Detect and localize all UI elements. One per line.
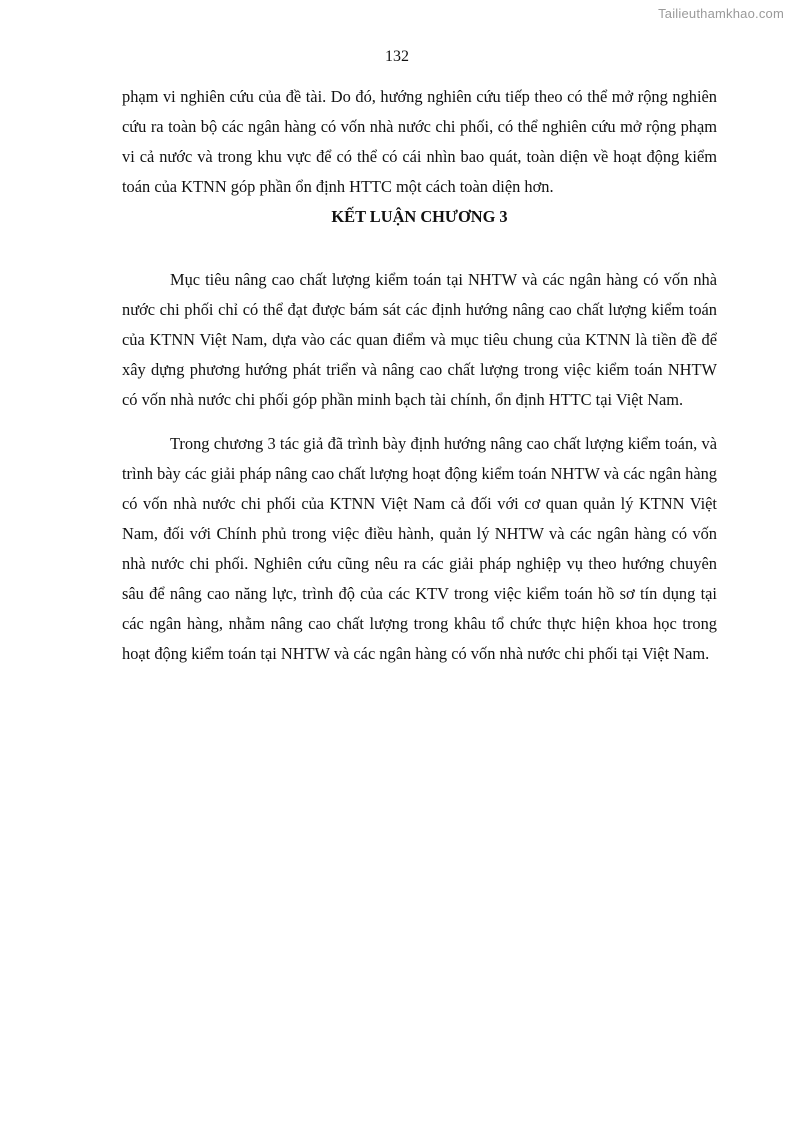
paragraph-objective: Mục tiêu nâng cao chất lượng kiểm toán tại NHTW và các ngân hàng có vốn nhà nước chi phối chỉ có thể đạt được bám sát các định hướng nâng cao chất lượng kiểm toán của KTNN Việt Nam, dựa vào các quan điểm và mục tiêu chung của KTNN là tiền đề để xây dựng phương hướng phát triển và nâng cao chất lượng trong việc kiểm toán NHTW có vốn nhà nước chi phối góp phần minh bạch tài chính, ổn định HTTC tại Việt Nam.	[122, 270, 717, 409]
watermark-text: Tailieuthamkhao.com	[658, 6, 784, 21]
section-heading: KẾT LUẬN CHƯƠNG 3	[331, 207, 508, 226]
page-number: 132	[385, 48, 409, 65]
paragraph-chapter-summary: Trong chương 3 tác giả đã trình bày định hướng nâng cao chất lượng kiểm toán, và trình bày các giải pháp nâng cao chất lượng hoạt động kiểm toán NHTW và các ngân hàng có vốn nhà nước chi phối của KTNN Việt Nam cả đối với cơ quan quản lý KTNN Việt Nam, đối với Chính phủ trong việc điều hành, quản lý NHTW và các ngân hàng có vốn nhà nước chi phối. Nghiên cứu cũng nêu ra các giải pháp nghiệp vụ theo hướng chuyên sâu để nâng cao năng lực, trình độ của các KTV trong việc kiểm toán hồ sơ tín dụng tại các ngân hàng, nhằm nâng cao chất lượng trong khâu tổ chức thực hiện khoa học trong hoạt động kiểm toán tại NHTW và các ngân hàng có vốn nhà nước chi phối tại Việt Nam.	[122, 434, 717, 663]
document-body	[122, 82, 717, 669]
paragraph-continuation: phạm vi nghiên cứu của đề tài. Do đó, hướng nghiên cứu tiếp theo có thể mở rộng nghiên cứu ra toàn bộ các ngân hàng có vốn nhà nước chi phối, có thể nghiên cứu mở rộng phạm vi cả nước và trong khu vực để có thể có cái nhìn bao quát, toàn diện về hoạt động kiểm toán của KTNN góp phần ổn định HTTC một cách toàn diện hơn.	[122, 87, 717, 196]
